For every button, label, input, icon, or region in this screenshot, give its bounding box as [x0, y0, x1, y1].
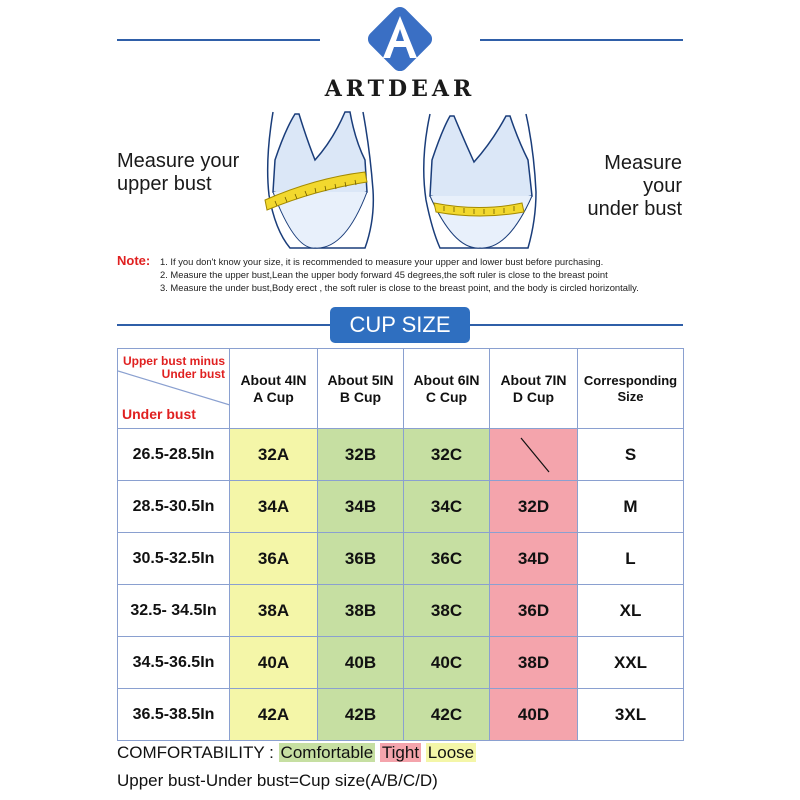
- size-cell-a: 40A: [230, 637, 318, 689]
- note-label: Note:: [117, 253, 151, 268]
- cup-size-banner: CUP SIZE: [330, 307, 470, 343]
- corresponding-size-cell: M: [578, 481, 684, 533]
- table-row: [118, 585, 684, 637]
- size-cell-b: 38B: [318, 585, 404, 637]
- band-cell: 36.5-38.5In: [118, 689, 230, 741]
- left-caption: Measure your upper bust: [117, 150, 240, 195]
- upper-bust-figure: [255, 100, 390, 250]
- size-cell-a: 36A: [230, 533, 318, 585]
- size-cell-b: 40B: [318, 637, 404, 689]
- size-cell-d: 36D: [490, 585, 578, 637]
- banner-line-left: [117, 324, 330, 326]
- size-cell-b: 32B: [318, 429, 404, 481]
- size-cell-d-empty: [490, 429, 578, 481]
- legend-comfortable: Comfortable: [280, 743, 374, 762]
- header-b-cup: About 5IN B Cup: [318, 349, 404, 429]
- size-cell-b: 34B: [318, 481, 404, 533]
- table-row: [118, 637, 684, 689]
- under-bust-figure: [410, 100, 555, 250]
- size-cell-a: 32A: [230, 429, 318, 481]
- legend-tight: Tight: [381, 743, 420, 762]
- band-cell: 34.5-36.5In: [118, 637, 230, 689]
- size-cell-c: 32C: [404, 429, 490, 481]
- corner-cell: Upper bust minus Under bust Under bust: [118, 349, 230, 429]
- size-cell-a: 34A: [230, 481, 318, 533]
- size-cell-d: 40D: [490, 689, 578, 741]
- brand-name: ARTDEAR: [324, 76, 476, 102]
- corresponding-size-cell: XXL: [578, 637, 684, 689]
- right-caption: Measure your under bust: [587, 152, 682, 220]
- size-cell-d: 34D: [490, 533, 578, 585]
- header-corresponding-size: Corresponding Size: [578, 349, 684, 429]
- size-cell-c: 34C: [404, 481, 490, 533]
- legend-loose: Loose: [427, 743, 475, 762]
- table-row: [118, 429, 684, 481]
- table-row: [118, 481, 684, 533]
- size-table: [117, 348, 684, 741]
- corresponding-size-cell: L: [578, 533, 684, 585]
- corresponding-size-cell: 3XL: [578, 689, 684, 741]
- table-row: [118, 689, 684, 741]
- size-cell-c: 38C: [404, 585, 490, 637]
- brand-logo-icon: [363, 2, 437, 76]
- band-cell: 28.5-30.5In: [118, 481, 230, 533]
- band-cell: 30.5-32.5In: [118, 533, 230, 585]
- size-cell-c: 36C: [404, 533, 490, 585]
- header-c-cup: About 6IN C Cup: [404, 349, 490, 429]
- comfortability-legend: [117, 743, 476, 763]
- corresponding-size-cell: S: [578, 429, 684, 481]
- size-cell-d: 38D: [490, 637, 578, 689]
- size-cell-d: 32D: [490, 481, 578, 533]
- banner-line-right: [470, 324, 683, 326]
- band-cell: 26.5-28.5In: [118, 429, 230, 481]
- band-cell: 32.5- 34.5In: [118, 585, 230, 637]
- header-a-cup: About 4IN A Cup: [230, 349, 318, 429]
- size-cell-a: 42A: [230, 689, 318, 741]
- note-line-3: 3. Measure the under bust,Body erect , the soft ruler is close to the breast point, and the body is circled horizontally.: [160, 282, 639, 293]
- size-cell-b: 42B: [318, 689, 404, 741]
- corresponding-size-cell: XL: [578, 585, 684, 637]
- table-row: [118, 533, 684, 585]
- header-line-left: [117, 39, 320, 41]
- size-cell-c: 40C: [404, 637, 490, 689]
- size-cell-c: 42C: [404, 689, 490, 741]
- unavailable-slash-icon: [491, 430, 577, 480]
- legend-label: COMFORTABILITY :: [117, 743, 274, 762]
- size-cell-b: 36B: [318, 533, 404, 585]
- size-cell-a: 38A: [230, 585, 318, 637]
- cup-formula: Upper bust-Under bust=Cup size(A/B/C/D): [117, 771, 438, 790]
- header-d-cup: About 7IN D Cup: [490, 349, 578, 429]
- note-line-2: 2. Measure the upper bust,Lean the upper body forward 45 degrees,the soft ruler is close to the breast point: [160, 269, 608, 280]
- header-line-right: [480, 39, 683, 41]
- table-header-row: [118, 349, 684, 429]
- note-line-1: 1. If you don't know your size, it is recommended to measure your upper and lower bust before purchasing.: [160, 256, 604, 267]
